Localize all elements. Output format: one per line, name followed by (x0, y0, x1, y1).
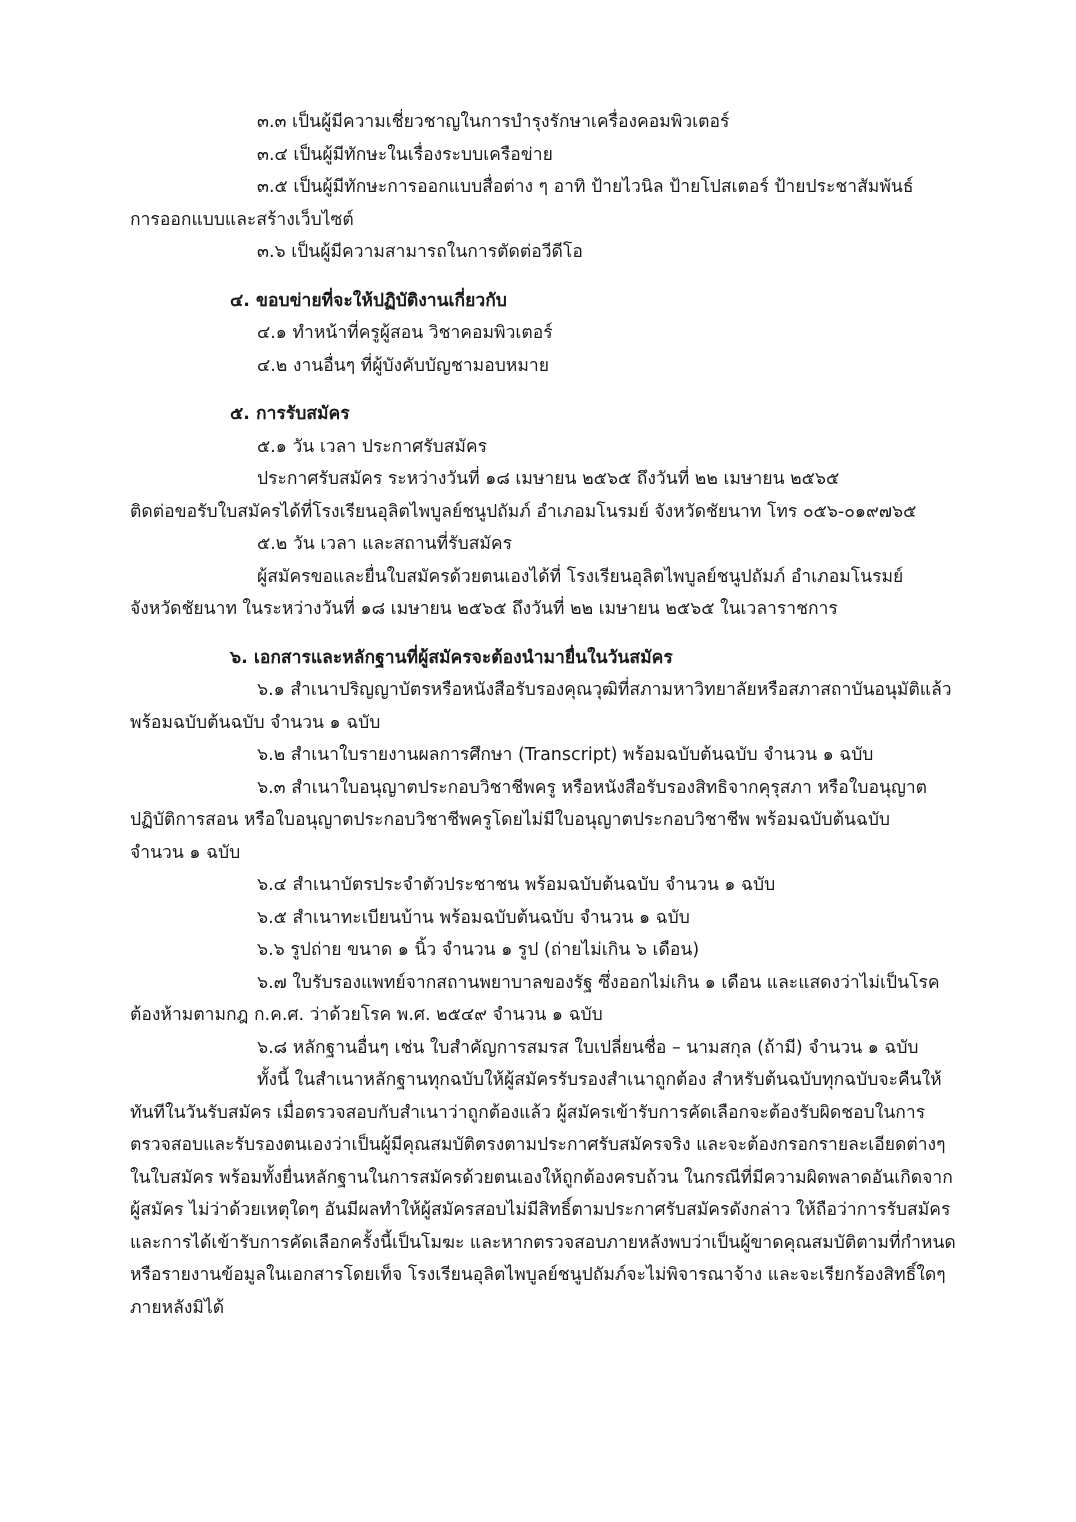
note-paragraph-line-1: ทั้งนี้ ในสำเนาหลักฐานทุกฉบับให้ผู้สมัครรับรองสำเนาถูกต้อง สำหรับต้นฉบับทุกฉบับจะคืนให้ (257, 1070, 942, 1090)
item-6-3-cont: ปฏิบัติการสอน หรือใบอนุญาตประกอบวิชาชีพครูโดยไม่มีใบอนุญาตประกอบวิชาชีพ พร้อมฉบับต้นฉบับ (130, 810, 891, 830)
item-3-6: ๓.๖ เป็นผู้มีความสามารถในการตัดต่อวีดีโอ (257, 242, 583, 262)
item-4-2: ๔.๒ งานอื่นๆ ที่ผู้บังคับบัญชามอบหมาย (257, 355, 549, 376)
note-paragraph-line-4: ในใบสมัคร พร้อมทั้งยื่นหลักฐานในการสมัครด้วยตนเองให้ถูกต้องครบถ้วน ในกรณีที่มีความผิดพลาดอันเกิดจาก (130, 1167, 953, 1188)
note-paragraph-line-7: หรือรายงานข้อมูลในเอกสารโดยเท็จ โรงเรียนอุลิตไพบูลย์ชนูปถัมภ์จะไม่พิจารณาจ้าง และจะเรียกร้องสิทธิ์ใดๆ (130, 1265, 946, 1285)
item-5-1-contact: ติดต่อขอรับใบสมัครได้ที่โรงเรียนอุลิตไพบูลย์ชนูปถัมภ์ อำเภอมโนรมย์ จังหวัดชัยนาท โทร ๐๕๖-๐๑๙๗๖๕ (130, 501, 917, 522)
item-6-1-cont: พร้อมฉบับต้นฉบับ จำนวน ๑ ฉบับ (130, 712, 381, 733)
note-paragraph-line-6: และการได้เข้ารับการคัดเลือกครั้งนี้เป็นโมฆะ และหากตรวจสอบภายหลังพบว่าเป็นผู้ขาดคุณสมบัติตามที่กำหนด (130, 1232, 956, 1253)
item-5-2: ๕.๒ วัน เวลา และสถานที่รับสมัคร (257, 534, 513, 554)
item-6-8: ๖.๘ หลักฐานอื่นๆ เช่น ใบสำคัญการสมรส ใบเปลี่ยนชื่อ – นามสกุล (ถ้ามี) จำนวน ๑ ฉบับ (257, 1037, 919, 1058)
note-paragraph-line-3: ตรวจสอบและรับรองตนเองว่าเป็นผู้มีคุณสมบัติตรงตามประกาศรับสมัครจริง และจะต้องกรอกรายละเอียดต่างๆ (130, 1135, 946, 1155)
item-6-3-count: จำนวน ๑ ฉบับ (130, 842, 241, 863)
item-6-6: ๖.๖ รูปถ่าย ขนาด ๑ นิ้ว จำนวน ๑ รูป (ถ่ายไม่เกิน ๖ เดือน) (257, 940, 700, 960)
section-6-heading: ๖. เอกสารและหลักฐานที่ผู้สมัครจะต้องนำมายื่นในวันสมัคร (230, 647, 673, 668)
item-3-5-cont: การออกแบบและสร้างเว็บไซต์ (130, 209, 354, 230)
item-6-4: ๖.๔ สำเนาบัตรประจำตัวประชาชน พร้อมฉบับต้นฉบับ จำนวน ๑ ฉบับ (257, 875, 776, 895)
document-body (130, 106, 990, 1324)
item-5-2-cont: จังหวัดชัยนาท ในระหว่างวันที่ ๑๘ เมษายน ๒๕๖๕ ถึงวันที่ ๒๒ เมษายน ๒๕๖๕ ในเวลาราชการ (130, 599, 838, 619)
note-paragraph-line-5: ผู้สมัคร ไม่ว่าด้วยเหตุใดๆ อันมีผลทำให้ผู้สมัครสอบไม่มีสิทธิ์ตามประกาศรับสมัครดังกล่าว ให้ถือว่าการรับสมัคร (130, 1200, 951, 1220)
item-5-2-detail: ผู้สมัครขอและยื่นใบสมัครด้วยตนเองได้ที่ โรงเรียนอุลิตไพบูลย์ชนูปถัมภ์ อำเภอมโนรมย์ (257, 566, 904, 587)
item-4-1: ๔.๑ ทำหน้าที่ครูผู้สอน วิชาคอมพิวเตอร์ (257, 323, 553, 343)
item-6-3: ๖.๓ สำเนาใบอนุญาตประกอบวิชาชีพครู หรือหนังสือรับรองสิทธิจากคุรุสภา หรือใบอนุญาต (257, 777, 928, 798)
section-5-heading: ๕. การรับสมัคร (230, 404, 350, 424)
item-5-1: ๕.๑ วัน เวลา ประกาศรับสมัคร (257, 436, 488, 457)
item-5-1-detail: ประกาศรับสมัคร ระหว่างวันที่ ๑๘ เมษายน ๒๕๖๕ ถึงวันที่ ๒๒ เมษายน ๒๕๖๕ (257, 469, 840, 489)
item-6-7: ๖.๗ ใบรับรองแพทย์จากสถานพยาบาลของรัฐ ซึ่งออกไม่เกิน ๑ เดือน และแสดงว่าไม่เป็นโรค (257, 972, 940, 993)
section-4-heading: ๔. ขอบข่ายที่จะให้ปฏิบัติงานเกี่ยวกับ (230, 290, 507, 311)
item-6-5: ๖.๕ สำเนาทะเบียนบ้าน พร้อมฉบับต้นฉบับ จำนวน ๑ ฉบับ (257, 907, 690, 928)
note-paragraph-line-8: ภายหลังมิได้ (130, 1297, 225, 1318)
item-6-1: ๖.๑ สำเนาปริญญาบัตรหรือหนังสือรับรองคุณวุฒิที่สภามหาวิทยาลัยหรือสภาสถาบันอนุมัติแล้ว (257, 680, 952, 700)
item-3-3: ๓.๓ เป็นผู้มีความเชี่ยวชาญในการบำรุงรักษาเครื่องคอมพิวเตอร์ (257, 112, 730, 132)
item-3-4: ๓.๔ เป็นผู้มีทักษะในเรื่องระบบเครือข่าย (257, 144, 553, 165)
item-6-2: ๖.๒ สำเนาใบรายงานผลการศึกษา (Transcript) พร้อมฉบับต้นฉบับ จำนวน ๑ ฉบับ (257, 745, 874, 765)
note-paragraph-line-2: ทันทีในวันรับสมัคร เมื่อตรวจสอบกับสำเนาว่าถูกต้องแล้ว ผู้สมัครเข้ารับการคัดเลือกจะต้องรับผิดชอบในการ (130, 1102, 926, 1123)
item-3-5: ๓.๕ เป็นผู้มีทักษะการออกแบบสื่อต่าง ๆ อาทิ ป้ายไวนิล ป้ายโปสเตอร์ ป้ายประชาสัมพันธ์ (257, 177, 914, 197)
item-6-7-cont: ต้องห้ามตามกฎ ก.ค.ศ. ว่าด้วยโรค พ.ศ. ๒๕๔๙ จำนวน ๑ ฉบับ (130, 1005, 603, 1025)
